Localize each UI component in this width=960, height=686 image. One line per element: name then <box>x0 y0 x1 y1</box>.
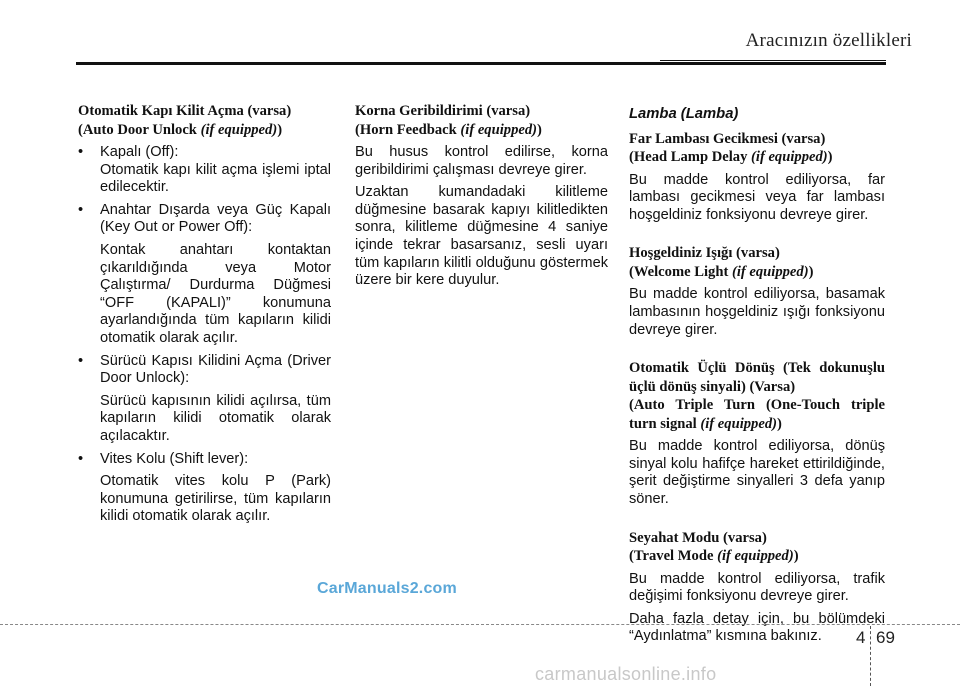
watermark-link[interactable]: CarManuals2.com <box>317 580 457 597</box>
bullet-icon: • <box>78 201 84 218</box>
page-number-separator <box>870 626 872 686</box>
list-item: • Vites Kolu (Shift lever): Otomatik vites kolu P (Park) konumuna getirilirse, tüm kapıların kilidi otomatik olarak açılır. <box>78 450 331 525</box>
heading-welcome-light: Hoşgeldiniz Işığı (varsa) (Welcome Light (if equipped)) <box>629 245 814 280</box>
bullet-icon: • <box>78 144 84 160</box>
heading-horn-feedback: Korna Geribildirimi (varsa) (Horn Feedback (if equipped)) <box>355 103 542 138</box>
heading-auto-door-unlock: Otomatik Kapı Kilit Açma (varsa) (Auto Door Unlock (if equipped)) <box>78 103 292 138</box>
chapter-number: 4 <box>856 628 866 647</box>
column-auto-door-unlock <box>78 102 331 526</box>
paragraph: Daha fazla detay için, bu bölümdeki “Aydınlatma” kısmına bakınız. <box>629 610 885 645</box>
paragraph: Bu madde kontrol ediliyorsa, dönüş sinyal kolu hafifçe hareket ettirildiğinde, şerit değiştirme sinyalleri 3 defa yanıp söner. <box>629 438 885 507</box>
section-title: Lamba (Lamba) <box>629 106 739 122</box>
paragraph: Bu madde kontrol ediliyorsa, trafik değişimi fonksiyonu devreye girer. <box>629 570 885 605</box>
footer-divider <box>0 624 960 625</box>
paragraph: Bu madde kontrol ediliyorsa, far lambası gecikmesi veya far lambası hoşgeldiniz fonksiyonu devreye girer. <box>629 171 885 223</box>
header-rule-thin <box>660 60 886 61</box>
header-rule <box>76 62 886 65</box>
heading-travel-mode: Seyahat Modu (varsa) (Travel Mode (if equipped)) <box>629 529 799 565</box>
footer-site-watermark[interactable]: carmanualsonline.info <box>535 664 717 684</box>
bullet-icon: • <box>78 450 84 467</box>
list-item: • Kapalı (Off): Otomatik kapı kilit açma işlemi iptal edilecektir. <box>78 144 331 196</box>
heading-auto-triple-turn: Otomatik Üçlü Dönüş (Tek dokunuşlu üçlü dönüş sinyali) (Varsa) (Auto Triple Turn (One-Touch triple turn signal (if equipped)) <box>629 360 885 432</box>
running-header: Aracınızın özellikleri <box>745 30 912 51</box>
heading-head-lamp-delay: Far Lambası Gecikmesi (varsa) (Head Lamp Delay (if equipped)) <box>629 130 833 166</box>
list-item: • Anahtar Dışarda veya Güç Kapalı (Key Out or Power Off): Kontak anahtarı kontaktan çıkarıldığında veya Motor Çalıştırma/ Durdurma Düğmesi “OFF (KAPALI)” konumuna ayarlandığında tüm kapıların kilidi otomatik olarak açılır. <box>78 201 331 346</box>
paragraph: Uzaktan kumandadaki kilitleme düğmesine basarak kapıyı kilitledikten sonra, kilitleme düğmesine 4 saniye içinde tekrar basarsanız, sesli uyarı tüm kapıların kilitli olduğunu göstermek üzere bir kere duyulur. <box>355 184 608 289</box>
page-number: 69 <box>876 628 895 647</box>
paragraph: Bu husus kontrol edilirse, korna geribildirimi çalışması devreye girer. <box>355 144 608 178</box>
column-lamp <box>629 106 885 646</box>
paragraph: Bu madde kontrol ediliyorsa, basamak lambasının hoşgeldiniz ışığı fonksiyonu devreye girer. <box>629 286 885 338</box>
bullet-icon: • <box>78 352 84 369</box>
list-item: • Sürücü Kapısı Kilidini Açma (Driver Door Unlock): Sürücü kapısının kilidi açılırsa, tüm kapıların kilidi otomatik olarak açılacaktır. <box>78 352 331 444</box>
column-horn-feedback <box>355 102 608 290</box>
